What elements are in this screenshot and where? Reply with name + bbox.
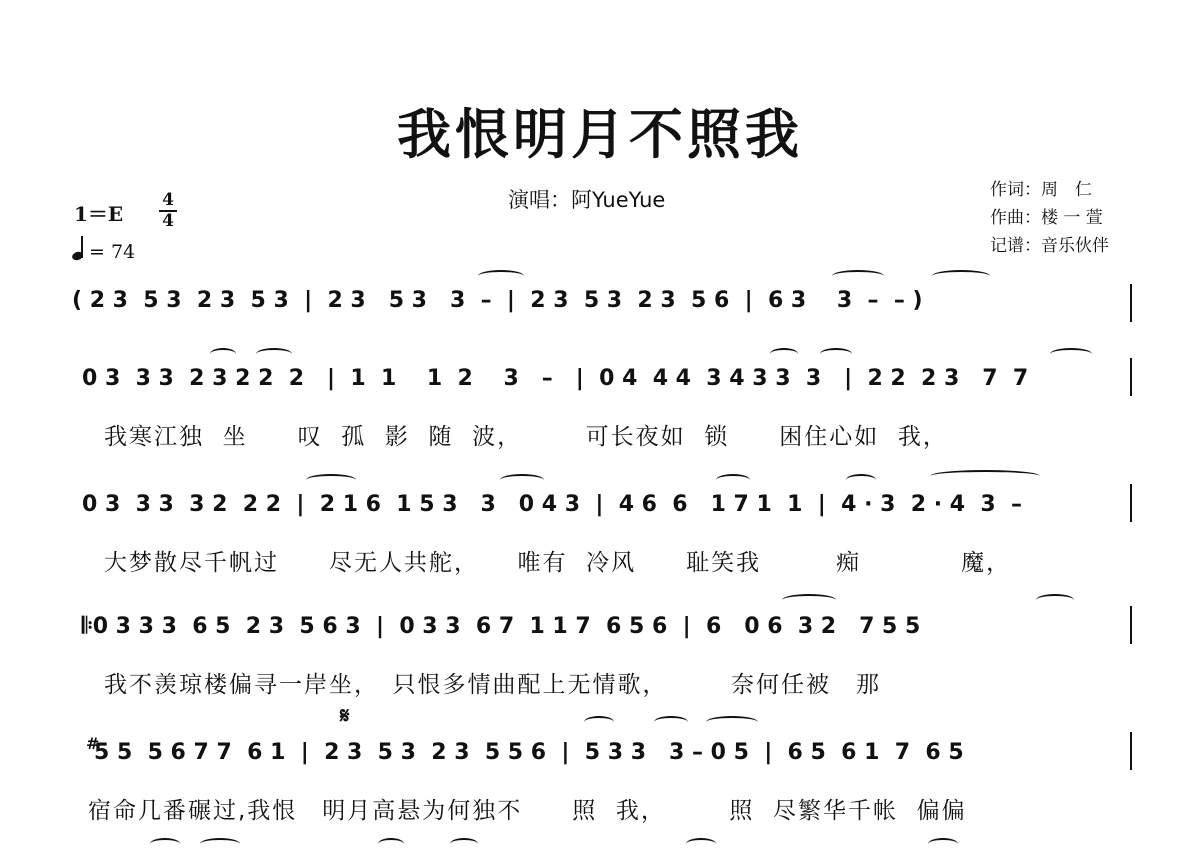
composer-credit: 作曲：楼 一 萱: [990, 208, 1103, 228]
slur-mark: [210, 348, 236, 360]
tempo-marking: [72, 236, 135, 263]
bar-line: [1130, 606, 1132, 644]
time-signature-top: 4: [162, 190, 174, 210]
slur-mark: [832, 270, 884, 282]
lyricist-credit: 作词：周 仁: [990, 180, 1092, 200]
song-title: 我恨明月不照我: [397, 102, 803, 166]
slur-mark: [378, 838, 404, 850]
slur-mark: [200, 838, 240, 850]
score-row-2-notes: 0 3 3 3 2 3 2 2 2 | 1 1 1 2 3 – | 0 4 4 4 3 4 3 3 3 | 2 2 2 3 7 7: [82, 366, 1029, 391]
score-row-3-notes: 0 3 3 3 3 2 2 2 | 2 1 6 1 5 3 3 0 4 3 | 4 6 6 1 7 1 1 | 4 · 3 2 · 4 3 –: [82, 492, 1022, 517]
slur-mark: [782, 594, 836, 606]
slur-mark: [500, 474, 544, 486]
slur-mark: [256, 348, 292, 360]
slur-mark: [686, 838, 716, 850]
bar-line: [1130, 284, 1132, 322]
credits-block: [990, 176, 1109, 260]
segno-icon: 𝄋: [340, 704, 350, 729]
tempo-value: = 74: [89, 241, 136, 263]
slur-mark: [930, 470, 1040, 482]
quarter-note-icon: [71, 250, 84, 261]
bar-line: [1130, 732, 1132, 770]
slur-mark: [450, 838, 478, 850]
score-row-4-lyrics: 我不羡琼楼偏寻一岸坐， 只恨多情曲配上无情歌， 奈何任被 那: [104, 672, 881, 698]
slur-mark: [706, 716, 758, 728]
slur-mark: [932, 270, 990, 282]
slur-mark: [820, 348, 852, 360]
score-row-2-lyrics: 我寒江独 坐 叹 孤 影 随 波， 可长夜如 锁 困住心如 我，: [104, 424, 948, 450]
slur-mark: [716, 474, 750, 486]
time-signature: [157, 191, 179, 231]
slur-mark: [478, 270, 524, 282]
score-row-1-notes: ( 2 3 5 3 2 3 5 3 | 2 3 5 3 3 – | 2 3 5 3 2 3 5 6 | 6 3 3 – – ): [72, 288, 923, 313]
score-row-5-notes: 5 5 5 6 7 7 6 1 | 2 3 5 3 2 3 5 5 6 | 5 3 3 3 – 0 5 | 6 5 6 1 7 6 5: [94, 740, 964, 765]
score-row-3-lyrics: 大梦散尽千帆过 尽无人共舵， 唯有 冷风 耻笑我 痴 魔，: [104, 550, 1012, 576]
slur-mark: [928, 838, 958, 850]
bar-line: [1130, 484, 1132, 522]
slur-mark: [1036, 594, 1074, 606]
transcriber-credit: 记谱：音乐伙伴: [990, 236, 1109, 256]
slur-mark: [306, 474, 356, 486]
slur-mark: [584, 716, 614, 728]
sharp-sign: #: [86, 734, 100, 753]
score-row-4-notes: 𝄆0 3 3 3 6 5 2 3 5 6 3 | 0 3 3 6 7 1 1 7 6 5 6 | 6 0 6 3 2 7 5 5: [82, 614, 921, 639]
bar-line: [1130, 358, 1132, 396]
slur-mark: [150, 838, 180, 850]
slur-mark: [654, 716, 688, 728]
key-signature: 1＝E: [74, 202, 124, 226]
singer-credit: 演唱：阿YueYue: [508, 188, 666, 212]
slur-mark: [770, 348, 798, 360]
time-signature-bottom: 4: [162, 211, 174, 231]
slur-mark: [1050, 348, 1092, 360]
score-row-5-lyrics: 宿命几番碾过,我恨 明月高悬为何独不 照 我， 照 尽繁华千帐 偏偏: [88, 798, 967, 824]
slur-mark: [846, 474, 876, 486]
